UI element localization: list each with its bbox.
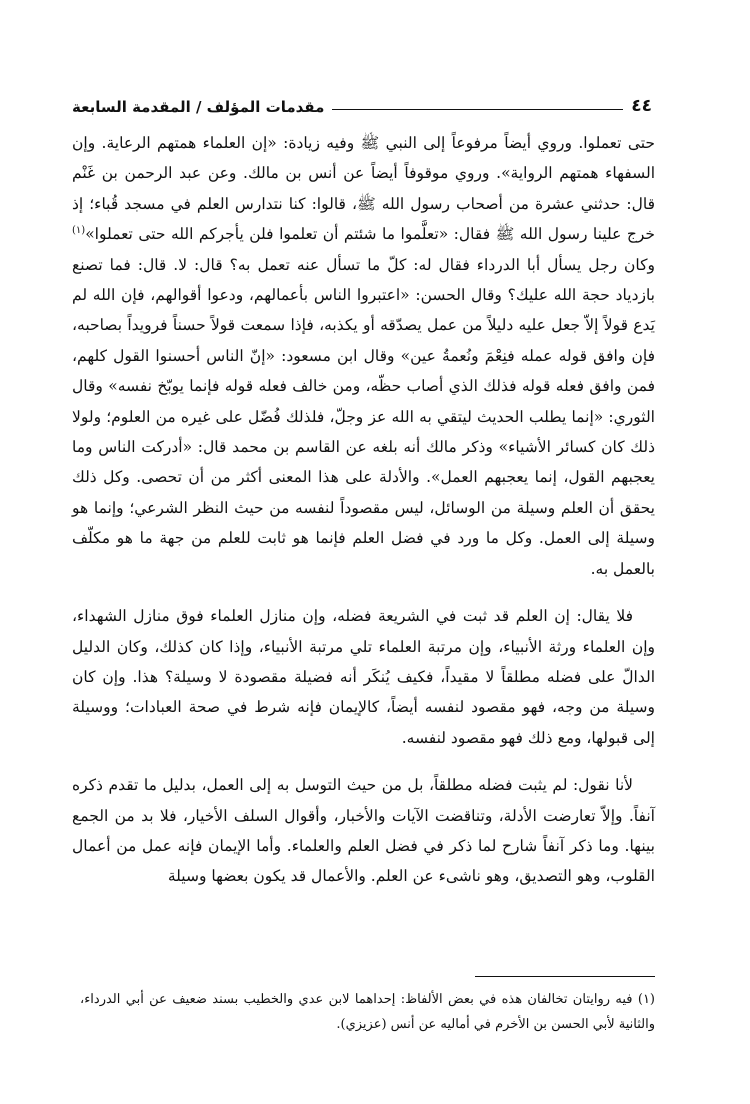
paragraph-1-text: حتى تعملوا. وروي أيضاً مرفوعاً إلى النبي ﷺ وفيه زيادة: «إن العلماء همتهم الرعاية. وإن السفهاء همتهم الرواية». وروي موقوفاً أيضاً عن أنس بن مالك. وعن عبد الرحمن بن غَنْم قال: حدثني عشرة من أصحاب رسول الله ﷺ، قالوا: كنا نتدارس العلم في مسجد قُباء؛ إذ خرج علينا رسول الله ﷺ فقال: «تعلَّموا ما شئتم أن تعلموا فلن يأجركم الله حتى تعملوا» bbox=[72, 134, 655, 244]
running-title: مقدمات المؤلف / المقدمة السابعة bbox=[72, 98, 325, 116]
paragraph-2-text: فلا يقال: إن العلم قد ثبت في الشريعة فضله، وإن منازل العلماء فوق منازل الشهداء، وإن العلماء ورثة الأنبياء، وإن مرتبة العلماء تلي مرتبة الأنبياء، وإذا كان كذلك، وكان الدليل الدالّ على فضله مطلقاً لا مقيداً، فكيف يُنكَر أنه فضيلة مقصودة لا وسيلة؟ هذا. وإن كان وسيلة من وجه، فهو مقصود لنفسه أيضاً، كالإيمان فإنه شرط في صحة العبادات؛ ووسيلة إلى قبولها، ومع ذلك فهو مقصود لنفسه. bbox=[72, 607, 655, 747]
page-header bbox=[72, 90, 652, 116]
footnote-divider bbox=[475, 976, 655, 977]
main-text bbox=[72, 128, 655, 892]
paragraph-3 bbox=[72, 770, 655, 892]
header-rule bbox=[332, 109, 623, 110]
footnote: (١) فيه روايتان تخالفان هذه في بعض الألفاظ: إحداهما لابن عدي والخطيب بسند ضعيف عن أبي الدرداء، والثانية لأبي الحسن بن الأخرم في أماليه عن أنس (عزيزي). bbox=[80, 992, 655, 1032]
paragraph-3-text: لأنا نقول: لم يثبت فضله مطلقاً، بل من حيث التوسل به إلى العمل، بدليل ما تقدم ذكره آنفاً. وإلاّ تعارضت الأدلة، وتناقضت الآيات والأخبار، وأقوال السلف الأخيار، فلا بد من الجمع بينها. وما ذكر آنفاً شارح لما ذكر في فضل العلم والعلماء. وأما الإيمان فإنه عمل من أعمال القلوب، وهو التصديق، وهو ناشىء عن العلم. والأعمال قد يكون بعضها وسيلة bbox=[72, 776, 655, 886]
paragraph-2 bbox=[72, 601, 655, 753]
page-number: ٤٤ bbox=[631, 96, 652, 116]
footnote-reference: (١) bbox=[72, 225, 86, 237]
paragraph-1 bbox=[72, 128, 655, 584]
paragraph-1-continuation: وكان رجل يسأل أبا الدرداء فقال له: كلّ ما تسأل عنه تعمل به؟ قال: لا. قال: فما تصنع بازدياد حجة الله عليك؟ وقال الحسن: «اعتبروا الناس بأعمالهم، ودعوا أقوالهم، فإن الله لم يَدع قولاً إلاّ جعل عليه دليلاً من عمل يصدّقه أو يكذبه، فإذا سمعت قولاً حسناً فرويداً بصاحبه، فإن وافق قوله عمله فنِعْمَ ونُعمةُ عين» وقال ابن مسعود: «إنّ الناس أحسنوا القول كلهم، فمن وافق فعله قوله فذلك الذي أصاب حظّه، ومن خالف فعله قوله فإنما يوبّخ نفسه» وقال الثوري: «إنما يطلب الحديث ليتقي به الله عز وجلّ، فلذلك فُضّل على غيره من العلوم؛ ولولا ذلك كان كسائر الأشياء» وذكر مالك أنه بلغه عن القاسم بن محمد قال: «أدركت الناس وما يعجبهم القول، إنما يعجبهم العمل». والأدلة على هذا المعنى أكثر من أن تحصى. وكل ذلك يحقق أن العلم وسيلة من الوسائل، ليس مقصوداً لنفسه من حيث النظر الشرعي؛ وإنما هو وسيلة إلى العمل. وكل ما ورد في فضل العلم فإنما هو ثابت للعلم من جهة ما هو مكلّف بالعمل به. bbox=[72, 255, 655, 578]
